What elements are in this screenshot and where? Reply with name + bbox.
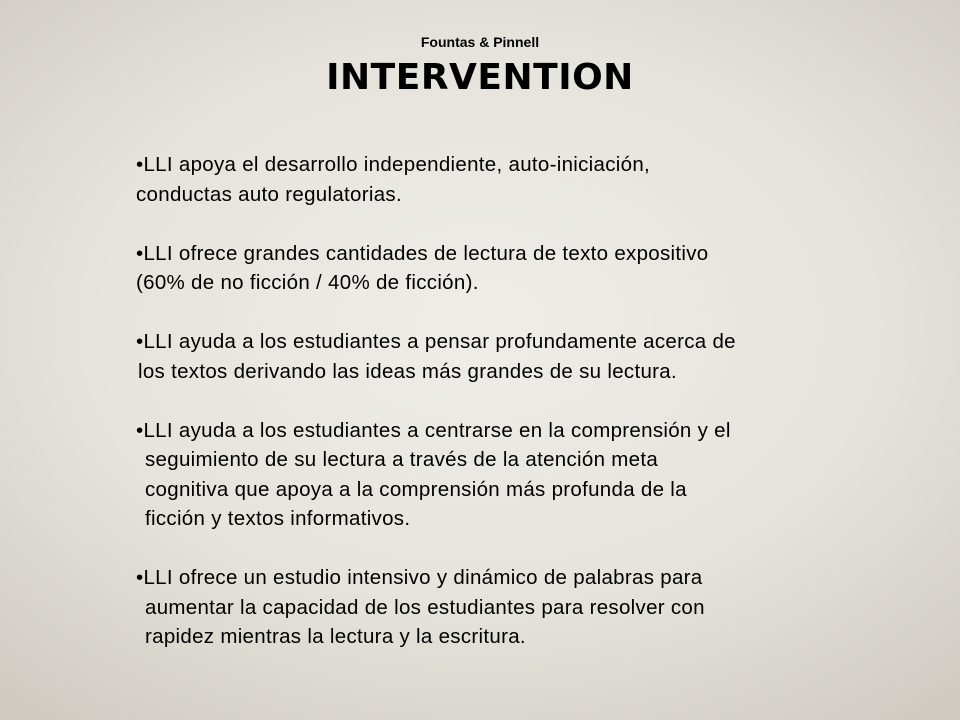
bullet-line: cognitiva que apoya a la comprensión más profunda de la (145, 477, 687, 501)
bullet-item-5 (136, 563, 836, 652)
bullet-line: ficción y textos informativos. (145, 507, 411, 530)
bullet-line: •LLI ayuda a los estudiantes a centrarse en la comprensión y el (136, 418, 731, 442)
bullet-line: •LLI ofrece un estudio intensivo y dinámico de palabras para (136, 566, 703, 589)
bullet-line: rapidez mientras la lectura y la escritura. (145, 625, 526, 648)
bullet-line: •LLI apoya el desarrollo independiente, auto-iniciación, (136, 153, 651, 176)
bullet-line: (60% de no ficción / 40% de ficción). (136, 271, 479, 294)
bullet-line: aumentar la capacidad de los estudiantes para resolver con (145, 595, 705, 619)
bullet-item-4 (136, 416, 836, 534)
bullet-line: conductas auto regulatorias. (136, 182, 402, 206)
bullet-item-3 (136, 327, 836, 386)
bullet-line: •LLI ofrece grandes cantidades de lectura de texto expositivo (136, 241, 709, 265)
bullet-line: seguimiento de su lectura a través de la atención meta (145, 448, 659, 471)
bullet-line: los textos derivando las ideas más grandes de su lectura. (138, 359, 677, 383)
slide-subtitle: Fountas & Pinnell (420, 34, 540, 50)
bullet-item-2 (136, 239, 836, 298)
bullet-list (136, 150, 836, 652)
bullet-item-1 (136, 150, 836, 209)
bullet-line: •LLI ayuda a los estudiantes a pensar profundamente acerca de (136, 330, 736, 353)
slide-title: INTERVENTION (326, 57, 634, 98)
